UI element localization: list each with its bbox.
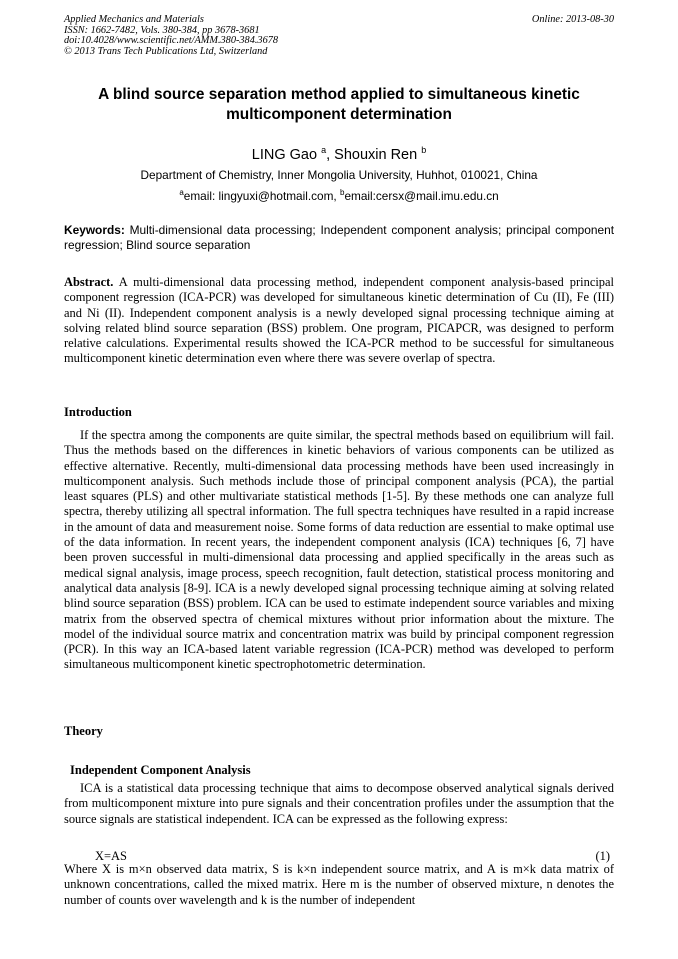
paper-title: A blind source separation method applied to simultaneous kinetic multicomponent determination [98,86,580,123]
email-a-sup: a [179,188,184,197]
equation-number: (1) [595,849,610,863]
abstract-text: A multi-dimensional data processing method, independent component analysis-based principal component regression (ICA-PCR) was developed for simultaneous kinetic determination of Cu (II), Fe (III) and Ni (II). Independent component analysis is a newly developed signal processing technique aiming at solving related blind source separation (BSS) problem. One program, PICAPCR, was designed to perform relative calculations. Experimental results showed the ICA-PCR method to be successful for simultaneous multicomponent kinetic determination even where there was severe overlap of spectra. [64,275,614,366]
email-b-sup: b [339,188,345,197]
journal-header [64,15,614,57]
author-separator: , [326,146,335,163]
equation: X=AS [95,849,127,863]
equation-explanation: Where X is m×n observed data matrix, S is k×n independent source matrix, and A is m×k data matrix of unknown concentrations, called the mixed matrix. Here m is the number of observed mixture, n denotes the number of counts over wavelength and k is the number of independent [64,862,614,907]
affiliation: Department of Chemistry, Inner Mongolia University, Huhhot, 010021, China [140,168,538,182]
issn-line: ISSN: 1662-7482, Vols. 380-384, pp 3678-3681 [64,24,260,36]
online-date: Online: 2013-08-30 [531,14,614,25]
introduction-heading: Introduction [64,405,132,419]
ica-subheading: Independent Component Analysis [70,763,251,777]
abstract-block [64,275,614,367]
keywords-block [64,223,614,253]
author-1: LING Gao [251,146,318,163]
email-a: email: lingyuxi@hotmail.com, [183,188,340,203]
journal-name: Applied Mechanics and Materials [64,14,204,25]
abstract-label: Abstract. [64,275,114,289]
theory-heading: Theory [64,724,103,738]
authors-line [0,145,678,163]
author-2-sup: b [421,145,427,155]
introduction-text: If the spectra among the components are quite similar, the spectral methods based on equilibrium will fail. Thus the methods based on the differences in kinetic behaviors of various components can be utilized as effective alternative. Recently, multi-dimensional data processing methods have been used increasingly in multicomponent analysis. Such methods include those of principal component analysis (PCA), the partial least squares (PLS) and other multivariate statistical methods [1-5]. By these methods one can analyze full spectra, thereby utilizing all spectral information. The full spectra techniques have resulted in a rapid increase in the amount of data and measurement noise. Some forms of data reduction are essential to make optimal use of the data information. In recent years, the independent component analysis (ICA) techniques [6, 7] have been proven successful in multi-dimensional data processing and applied specifically in the areas such as medical signal analysis, image process, speech recognition, fault detection, statistical process monitoring and analytical data analysis [8-9]. ICA is a newly developed signal processing technique aiming at solving related blind source separation (BSS) problem. ICA can be used to estimate independent source variables and mixing matrix from the observed spectra of chemical mixtures without prior information about the mixture. The model of the individual source matrix and concentration matrix was build by principal component regression (PCR). In this way an ICA-based latent variable regression (ICA-PCR) method was developed to perform simultaneous multicomponent kinetic spectrophotometric determination. [64,428,614,672]
ica-paragraph: ICA is a statistical data processing technique that aims to decompose observed analytical signals derived from multicomponent mixture into pure signals and their concentration profiles under the assumption that the source signals are statistical independent. ICA can be expressed as the following express: [64,781,614,826]
doi-line: doi:10.4028/www.scientific.net/AMM.380-384.3678 [64,35,279,47]
keywords-text: Multi-dimensional data processing; Independent component analysis; principal component regression; Blind source separation [64,223,614,252]
email-b: email:cersx@mail.imu.edu.cn [344,188,499,203]
author-2: Shouxin Ren [334,146,418,163]
copyright-line: © 2013 Trans Tech Publications Ltd, Switzerland [64,45,268,57]
author-1-sup: a [321,145,327,155]
emails-line [0,188,678,203]
keywords-label: Keywords: [64,223,125,237]
